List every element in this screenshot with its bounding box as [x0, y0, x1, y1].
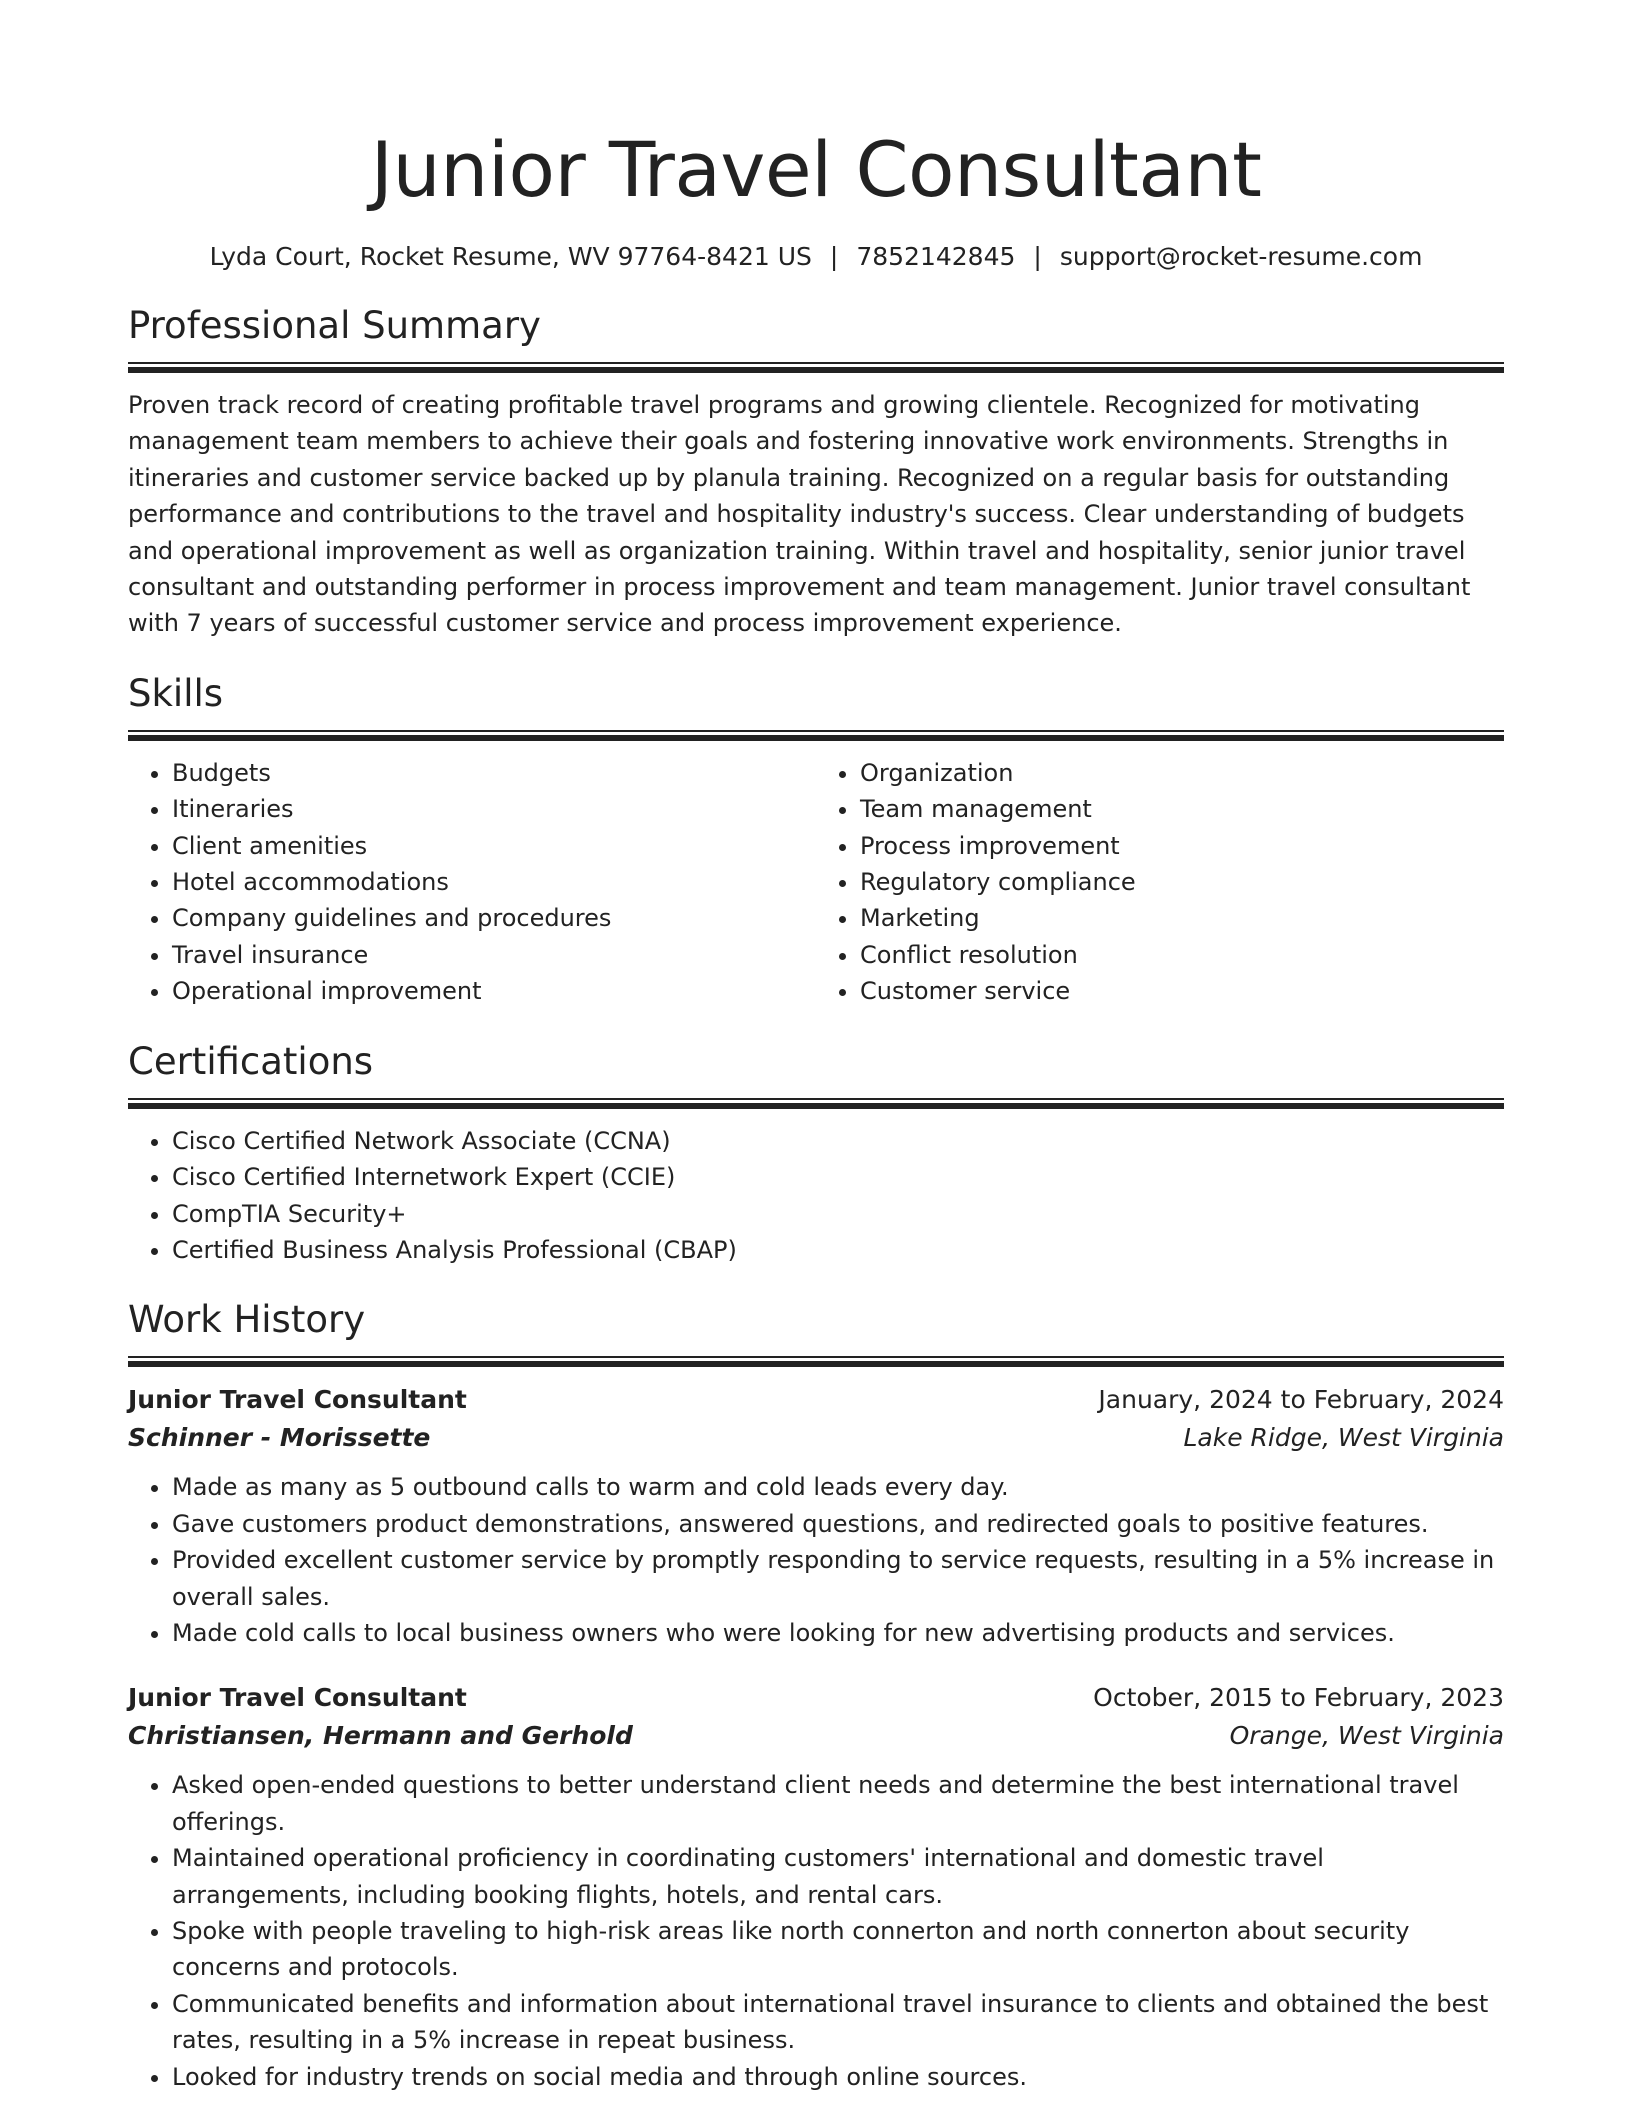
job-bullet: • Gave customers product demonstrations, answered questions, and redirected goals to positive features.	[172, 1506, 1504, 1542]
job-entry	[128, 1679, 1504, 2095]
skills-column-left	[128, 755, 816, 1010]
job-bullet: • Made cold calls to local business owners who were looking for new advertising products and services.	[172, 1615, 1504, 1651]
job-title: Junior Travel Consultant	[128, 1683, 467, 1713]
skills-list	[816, 755, 1504, 1010]
certification-item: • CompTIA Security+	[172, 1196, 1504, 1232]
contact-separator: |	[829, 242, 839, 271]
contact-address: Lyda Court, Rocket Resume, WV 97764-8421 US	[209, 242, 812, 271]
skill-item: • Hotel accommodations	[172, 864, 816, 900]
job-company: Christiansen, Hermann and Gerhold	[128, 1721, 633, 1751]
job-dates: October, 2015 to February, 2023	[1093, 1683, 1504, 1713]
summary-section	[128, 302, 1504, 642]
job-bullet: • Spoke with people traveling to high-risk areas like north connerton and north connerton about security concerns and protocols.	[172, 1913, 1504, 1986]
job-header-row	[128, 1679, 1504, 1717]
certification-item: • Cisco Certified Network Associate (CCNA)	[172, 1123, 1504, 1159]
skills-grid	[128, 755, 1504, 1010]
job-bullets	[128, 1469, 1504, 1651]
skill-item: • Company guidelines and procedures	[172, 900, 816, 936]
section-heading: Professional Summary	[128, 304, 541, 347]
job-title: Junior Travel Consultant	[128, 1385, 467, 1415]
certifications-section	[128, 1038, 1504, 1269]
job-employer-row	[128, 1419, 1504, 1457]
job-location: Orange, West Virginia	[1229, 1721, 1504, 1751]
job-bullet: • Made as many as 5 outbound calls to warm and cold leads every day.	[172, 1469, 1504, 1505]
job-bullet: • Communicated benefits and information about international travel insurance to clients and obtained the best rates, resulting in a 5% increase in repeat business.	[172, 1986, 1504, 2059]
skills-list	[128, 755, 816, 1010]
section-divider	[128, 1356, 1504, 1367]
section-heading: Work History	[128, 1298, 366, 1342]
skill-item: • Marketing	[860, 900, 1504, 936]
job-bullet: • Asked open-ended questions to better understand client needs and determine the best international travel offerings.	[172, 1767, 1504, 1840]
certification-item: • Certified Business Analysis Professional (CBAP)	[172, 1232, 1504, 1268]
skill-item: • Customer service	[860, 973, 1504, 1009]
contact-email: support@rocket-resume.com	[1059, 242, 1423, 271]
skill-item: • Team management	[860, 791, 1504, 827]
contact-phone: 7852142845	[856, 242, 1016, 271]
section-divider	[128, 730, 1504, 741]
contact-separator: |	[1033, 242, 1042, 271]
skill-item: • Client amenities	[172, 828, 816, 864]
section-heading: Certifications	[128, 1039, 374, 1083]
skills-section	[128, 670, 1504, 1010]
skill-item: • Conflict resolution	[860, 937, 1504, 973]
section-divider	[128, 362, 1504, 373]
section-heading: Skills	[128, 671, 224, 715]
certifications-list	[128, 1123, 1504, 1269]
section-divider	[128, 1098, 1504, 1109]
skill-item: • Regulatory compliance	[860, 864, 1504, 900]
job-location: Lake Ridge, West Virginia	[1183, 1423, 1504, 1453]
skill-item: • Operational improvement	[172, 973, 816, 1009]
resume-title: Junior Travel Consultant	[370, 125, 1262, 214]
skill-item: • Process improvement	[860, 828, 1504, 864]
contact-line	[128, 240, 1504, 274]
job-bullet: • Looked for industry trends on social media and through online sources.	[172, 2059, 1504, 2095]
job-employer-row	[128, 1717, 1504, 1755]
job-bullets	[128, 1767, 1504, 2095]
skill-item: • Travel insurance	[172, 937, 816, 973]
skills-column-right	[816, 755, 1504, 1010]
job-company: Schinner - Morissette	[128, 1423, 431, 1453]
job-bullet: • Maintained operational proficiency in coordinating customers' international and domestic travel arrangements, including booking flights, hotels, and rental cars.	[172, 1840, 1504, 1913]
work-history-section	[128, 1296, 1504, 2095]
job-entry	[128, 1381, 1504, 1651]
job-bullet: • Provided excellent customer service by promptly responding to service requests, resulting in a 5% increase in overall sales.	[172, 1542, 1504, 1615]
skill-item: • Itineraries	[172, 791, 816, 827]
skill-item: • Budgets	[172, 755, 816, 791]
skill-item: • Organization	[860, 755, 1504, 791]
job-dates: January, 2024 to February, 2024	[1098, 1385, 1504, 1415]
summary-text: Proven track record of creating profitable travel programs and growing clientele. Recognized for motivating management team members to achieve their goals and fostering innovative work environments. Strengths in itineraries and customer service backed up by planula training. Recognized on a regular basis for outstanding performance and contributions to the travel and hospitality industry's success. Clear understanding of budgets and operational improvement as well as organization training. Within travel and hospitality, senior junior travel consultant and outstanding performer in process improvement and team management. Junior travel consultant with 7 years of successful customer service and process improvement experience.	[128, 391, 1471, 638]
certification-item: • Cisco Certified Internetwork Expert (CCIE)	[172, 1159, 1504, 1195]
job-header-row	[128, 1381, 1504, 1419]
